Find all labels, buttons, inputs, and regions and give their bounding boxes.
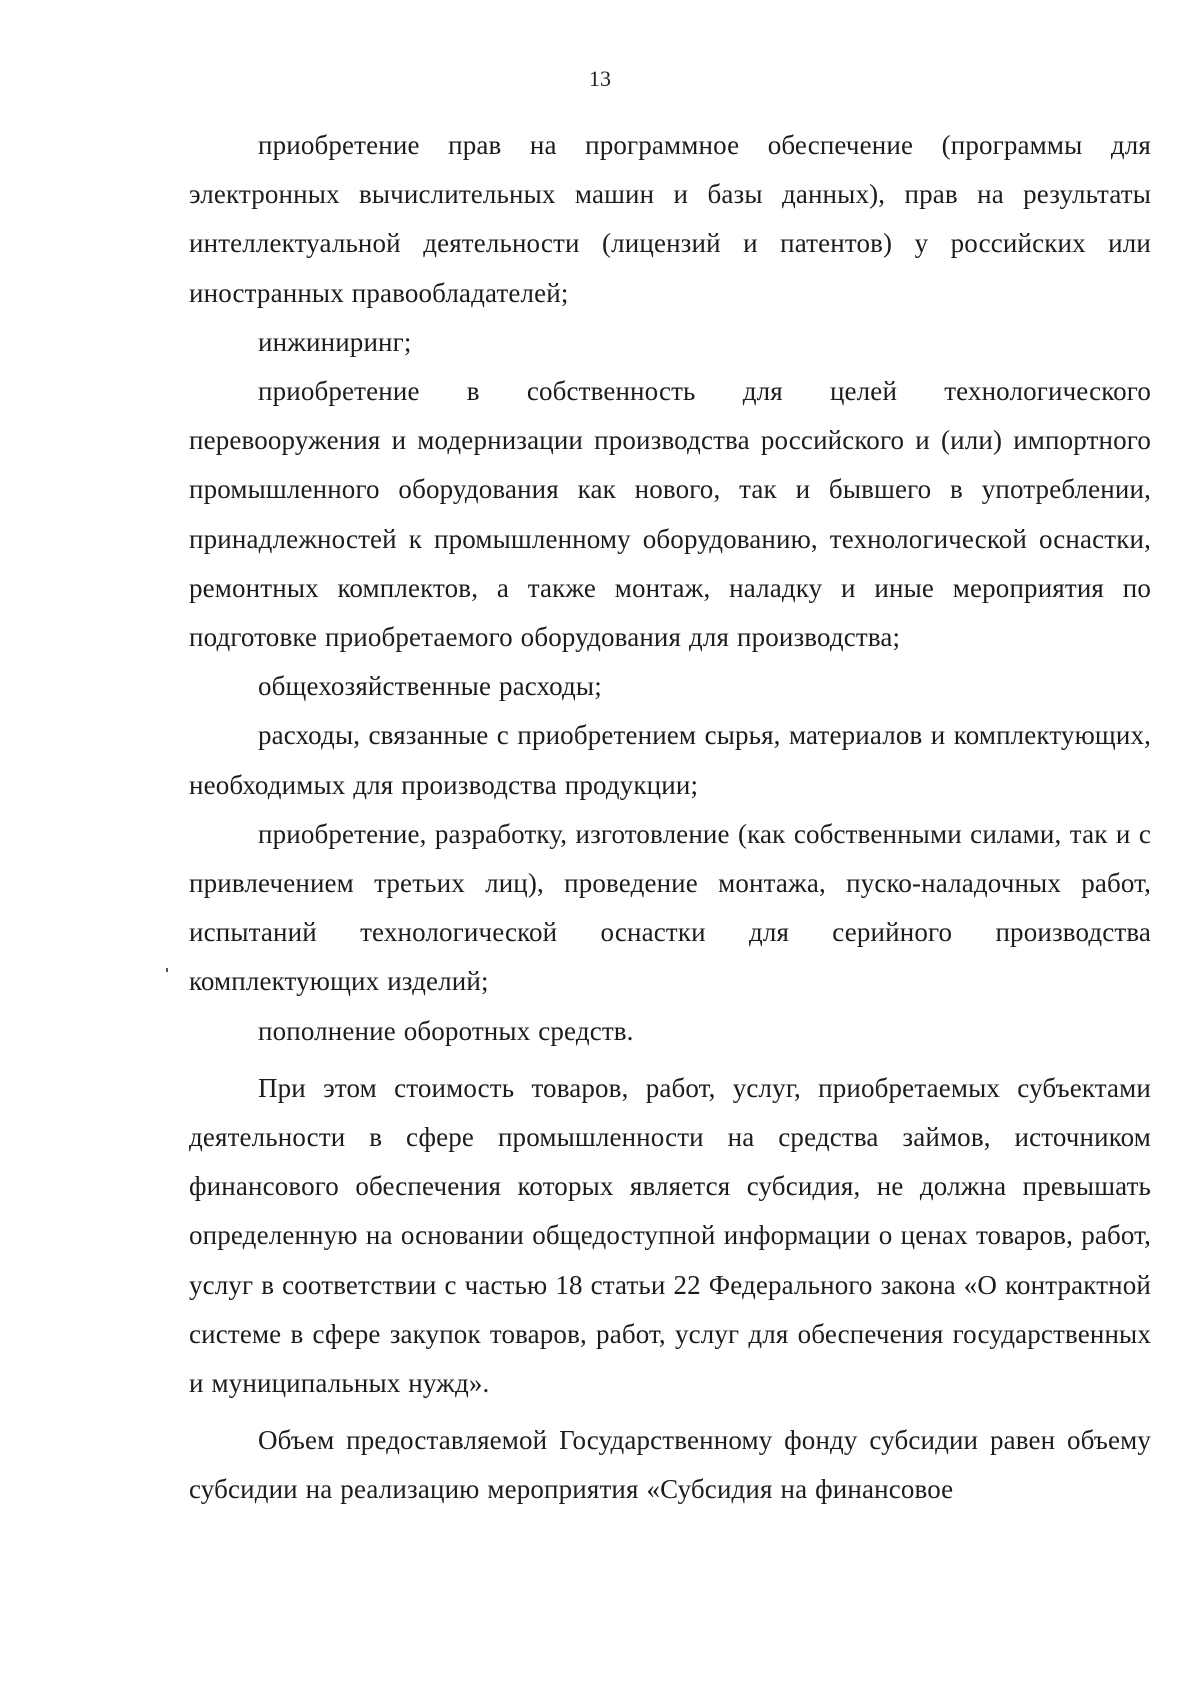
page-number: 13 (589, 66, 611, 91)
paragraph-equipment-acquisition: приобретение в собственность для целей технологического перевооружения и модернизации производства российского и (или) импортного промышленного оборудования как нового, так и бывшего в употреблении, принадлежностей к промышленному оборудованию, технологической оснастки, ремонтных комплектов, а также монтаж, наладку и иные мероприятия по подготовке приобретаемого оборудования для производства; (189, 376, 1151, 653)
paragraph-raw-materials: расходы, связанные с приобретением сырья, материалов и комплектующих, необходимых для производства продукции; (189, 720, 1151, 800)
paragraph-software-rights: приобретение прав на программное обеспечение (программы для электронных вычислительных машин и базы данных), прав на результаты интеллектуальной деятельности (лицензий и патентов) у российских или иностранных правообладателей; (189, 130, 1151, 308)
paragraph-working-capital: пополнение оборотных средств. (258, 1015, 634, 1046)
paragraph-overhead-expenses: общехозяйственные расходы; (258, 671, 602, 702)
paragraph-subsidy-volume: Объем предоставляемой Государственному фонду субсидии равен объему субсидии на реализацию мероприятия «Субсидия на финансовое (189, 1425, 1151, 1505)
paragraph-tooling: приобретение, разработку, изготовление (как собственными силами, так и с привлечением третьих лиц), проведение монтажа, пуско-наладочных работ, испытаний технологической оснастки для серийного производства комплектующих изделий; (189, 818, 1151, 997)
document-body (189, 121, 1151, 1515)
scan-speck (166, 968, 168, 972)
paragraph-engineering: инжиниринг; (258, 326, 412, 357)
paragraph-cost-limit: При этом стоимость товаров, работ, услуг, приобретаемых субъектами деятельности в сфере промышленности на средства займов, источником финансового обеспечения которых является субсидия, не должна превышать определенную на основании общедоступной информации о ценах товаров, работ, услуг в соответствии с частью 18 статьи 22 Федерального закона «О контрактной системе в сфере закупок товаров, работ, услуг для обеспечения государственных и муниципальных нужд». (189, 1072, 1151, 1399)
